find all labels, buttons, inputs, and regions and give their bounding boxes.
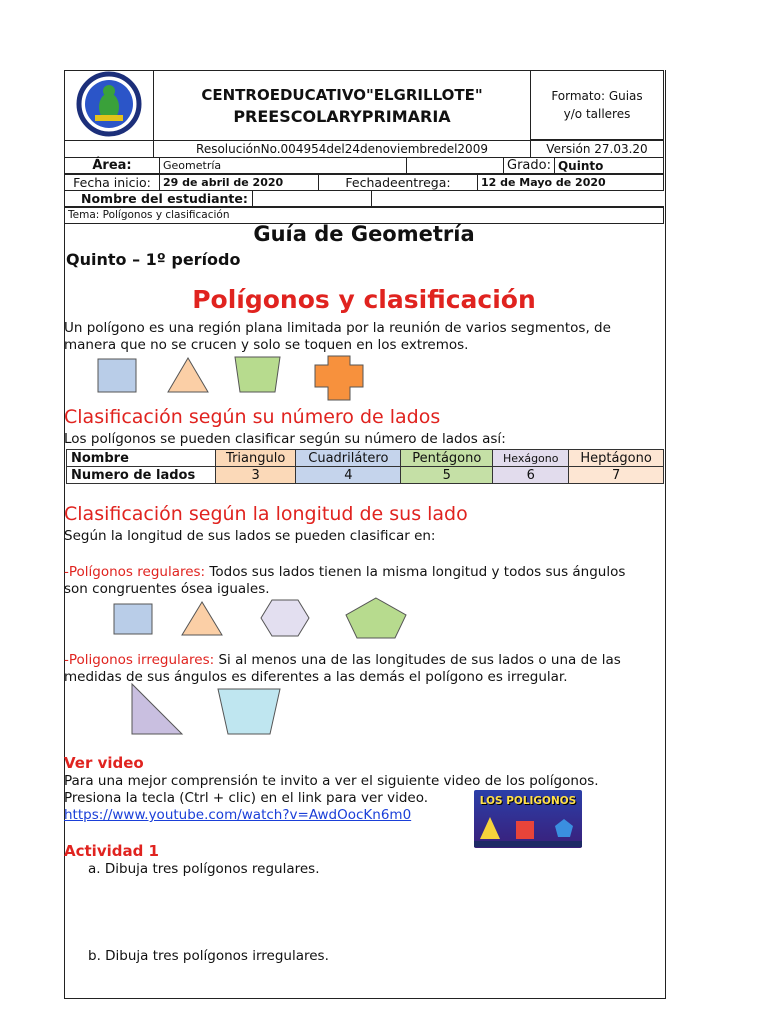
video-heading: Ver video <box>64 754 144 772</box>
trapezoid-shape <box>235 357 280 392</box>
intro-line1: Un polígono es una región plana limitada por la reunión de varios segmentos, de <box>64 320 611 336</box>
irregular-label: -Poligonos irregulares: <box>64 652 215 668</box>
sides-table <box>66 449 664 484</box>
version: Versión 27.03.20 <box>531 141 664 158</box>
intro-line2: manera que no se crucen y solo se toquen en los extremos. <box>64 337 469 353</box>
resolution: ResoluciónNo.004954del24denoviembredel2009 <box>154 141 531 158</box>
video-link[interactable]: https://www.youtube.com/watch?v=AwdOocKn6m0 <box>64 807 412 823</box>
polygon-examples <box>90 350 380 406</box>
regular-text2: son congruentes ósea iguales. <box>64 581 270 597</box>
start-date-label: Fecha inicio: <box>65 174 160 191</box>
guide-title: Guía de Geometría <box>253 222 475 246</box>
poly-sides-1: 4 <box>296 467 401 484</box>
guide-subtitle: Quinto – 1º período <box>66 250 241 269</box>
poly-name-4: Heptágono <box>569 450 664 467</box>
irregular-triangle-shape <box>132 684 182 734</box>
regular-hexagon-shape <box>261 600 309 636</box>
cross-shape <box>315 356 363 400</box>
triangle-shape <box>168 358 208 392</box>
school-name-line2: PREESCOLARYPRIMARIA <box>233 106 451 126</box>
irregular-text1: Si al menos una de las longitudes de sus lados o una de las <box>214 652 621 668</box>
activity-heading: Actividad 1 <box>64 842 159 860</box>
irregular-polygons <box>120 682 290 738</box>
poly-sides-4: 7 <box>569 467 664 484</box>
row-label-sides: Numero de lados <box>67 467 216 484</box>
poly-name-3: Hexágono <box>493 450 569 467</box>
student-name-field[interactable] <box>253 190 372 207</box>
logo-blank-cell <box>65 141 154 158</box>
regular-pentagon-shape <box>346 598 406 638</box>
section1-text: Los polígonos se pueden clasificar según su número de lados así: <box>64 431 506 447</box>
school-name-cell <box>154 71 531 141</box>
student-blank <box>372 190 665 207</box>
area-value[interactable]: Geometría <box>160 157 407 174</box>
table-row-sides <box>67 467 664 484</box>
start-date-value[interactable]: 29 de abril de 2020 <box>160 174 319 191</box>
video-line2: Presiona la tecla (Ctrl + clic) en el link para ver video. <box>64 790 429 806</box>
regular-square-shape <box>114 604 152 634</box>
grade-value[interactable]: Quinto <box>554 157 663 174</box>
area-blank <box>407 157 504 174</box>
regular-line1 <box>64 564 664 581</box>
school-logo-cell <box>65 71 154 141</box>
video-thumbnail[interactable] <box>474 790 582 848</box>
poly-sides-3: 6 <box>493 467 569 484</box>
video-thumbnail-title: LOS POLIGONOS <box>479 795 577 807</box>
main-title: Polígonos y clasificación <box>192 285 536 314</box>
regular-triangle-shape <box>182 602 222 635</box>
regular-polygons <box>100 596 420 644</box>
poly-sides-2: 5 <box>401 467 493 484</box>
activity-item-b: b. Dibuja tres polígonos irregulares. <box>88 948 329 964</box>
due-date-value[interactable]: 12 de Mayo de 2020 <box>478 174 664 191</box>
format-cell <box>531 71 664 140</box>
school-logo-icon <box>65 71 153 137</box>
school-name-line1: CENTROEDUCATIVO"ELGRILLOTE" <box>201 85 483 104</box>
intro-text <box>64 320 664 354</box>
square-shape <box>98 359 136 392</box>
poly-name-1: Cuadrilátero <box>296 450 401 467</box>
poly-name-2: Pentágono <box>401 450 493 467</box>
irregular-line1 <box>64 652 664 669</box>
poly-sides-0: 3 <box>216 467 296 484</box>
regular-label: -Polígonos regulares: <box>64 564 206 580</box>
regular-paragraph <box>64 564 664 598</box>
topic: Tema: Polígonos y clasificación <box>65 207 664 224</box>
document-header <box>64 70 664 224</box>
table-row-names <box>67 450 664 467</box>
section1-heading: Clasificación según su número de lados <box>64 406 441 428</box>
grade-label: Grado: <box>504 157 555 174</box>
format-line1: Formato: Guias <box>551 88 643 103</box>
thumbnail-shapes-icon <box>474 807 582 847</box>
area-label: Área: <box>65 157 160 174</box>
row-label-name: Nombre <box>67 450 216 467</box>
section2-heading: Clasificación según la longitud de sus lado <box>64 503 468 525</box>
section2-text: Según la longitud de sus lados se pueden clasificar en: <box>64 528 436 544</box>
format-line2: y/o talleres <box>563 106 631 121</box>
regular-text1: Todos sus lados tienen la misma longitud y todos sus ángulos <box>205 564 626 580</box>
irregular-text2: medidas de sus ángulos es diferentes a las demás el polígono es irregular. <box>64 669 568 685</box>
video-line1: Para una mejor comprensión te invito a ver el siguiente video de los polígonos. <box>64 773 599 789</box>
activity-item-a: a. Dibuja tres polígonos regulares. <box>88 861 320 877</box>
due-date-label: Fechadeentrega: <box>319 174 478 191</box>
poly-name-0: Triangulo <box>216 450 296 467</box>
student-name-label: Nombre del estudiante: <box>65 190 253 207</box>
irregular-trapezoid-shape <box>218 689 280 734</box>
irregular-paragraph <box>64 652 664 686</box>
